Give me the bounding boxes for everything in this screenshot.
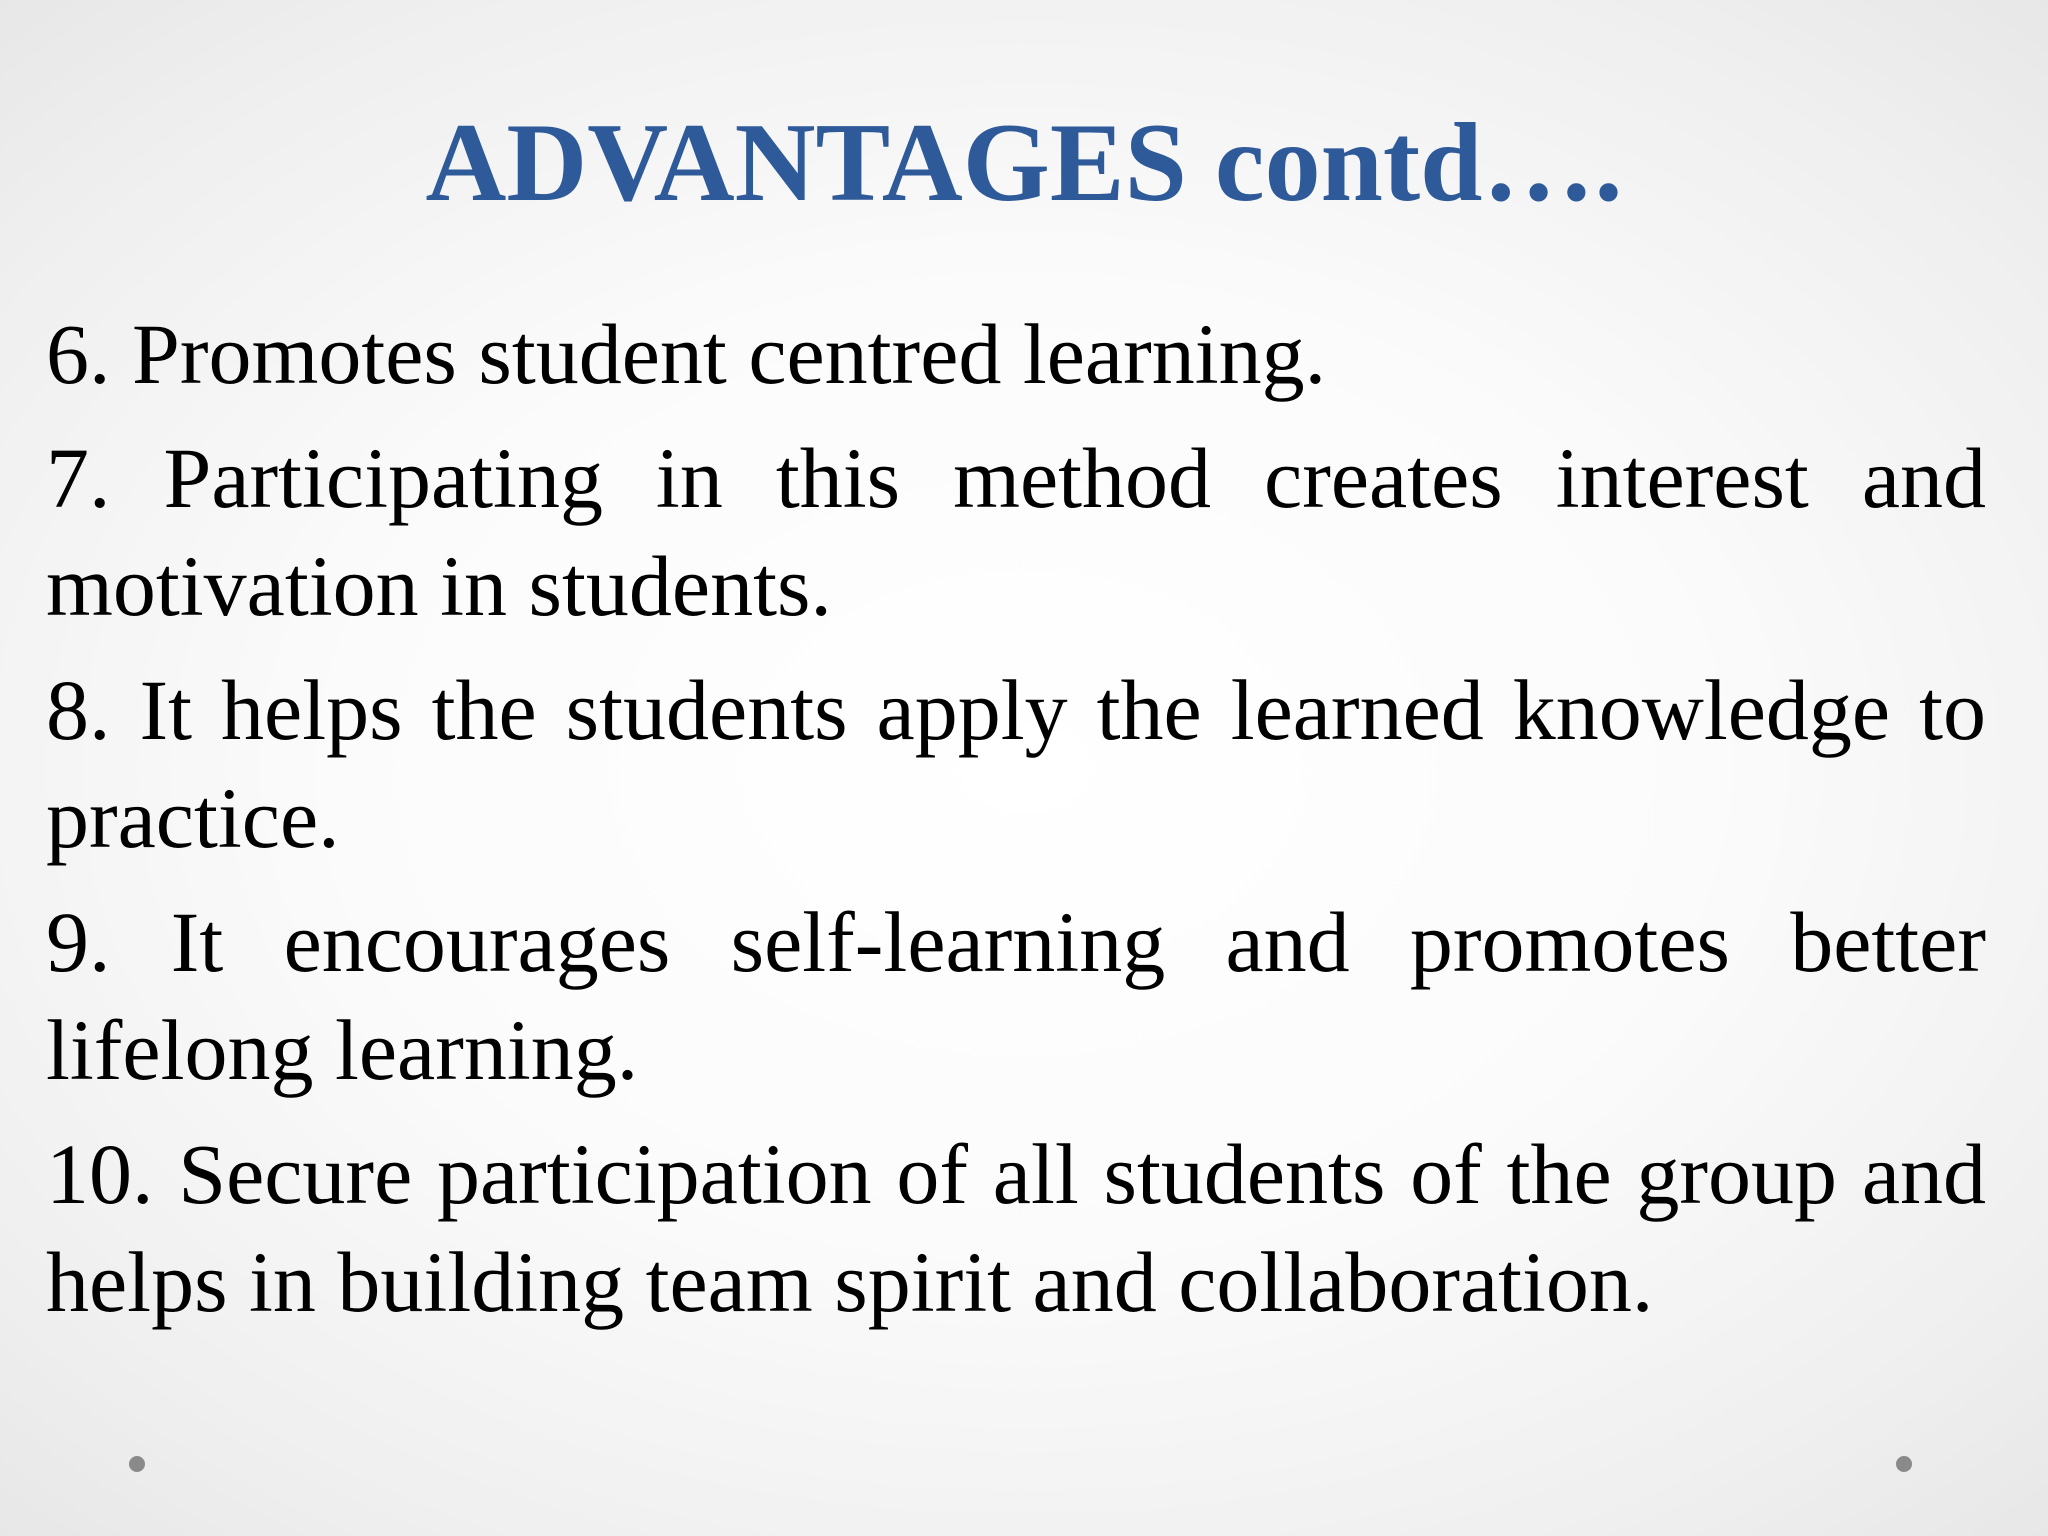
decorative-dot-left [129,1456,145,1472]
list-item: 10. Secure participation of all students of the group and helps in building team spirit and collaboration. [46,1126,1986,1330]
list-item: 7. Participating in this method creates interest and motivation in students. [46,430,1986,634]
list-item: 6. Promotes student centred learning. [46,306,1327,402]
list-item: 8. It helps the students apply the learned knowledge to practice. [46,662,1986,866]
decorative-dot-right [1896,1456,1912,1472]
advantages-list [46,300,1986,1352]
slide-title: ADVANTAGES contd…. [425,101,1623,225]
list-item: 9. It encourages self-learning and promotes better lifelong learning. [46,894,1986,1098]
